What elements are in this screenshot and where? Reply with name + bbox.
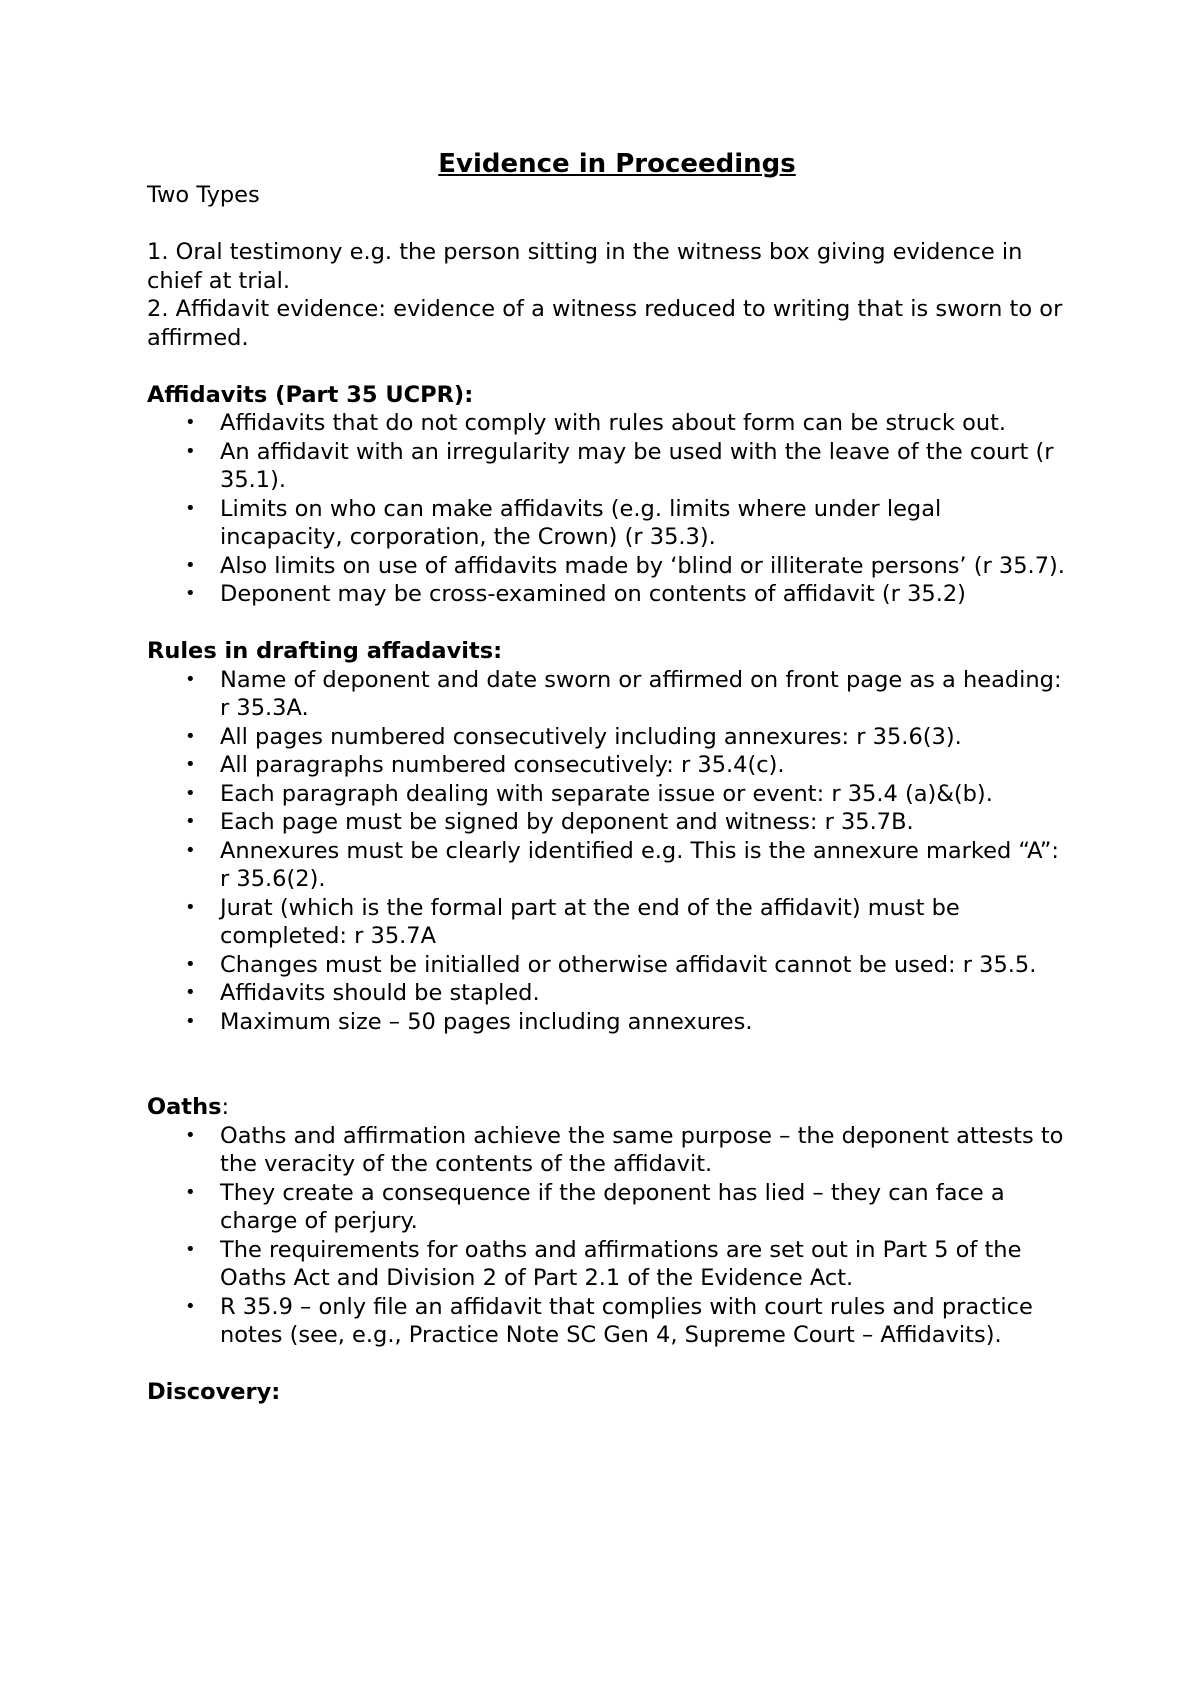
bullet-icon: • (185, 1238, 196, 1260)
bullet-icon: • (185, 1010, 196, 1032)
bullet-icon: • (185, 1124, 196, 1146)
bullet-icon: • (185, 953, 196, 975)
rules-list (147, 666, 1067, 1037)
list-item (147, 780, 1067, 809)
list-item-text: Each page must be signed by deponent and witness: r 35.7B. (220, 809, 914, 835)
list-item-text: The requirements for oaths and affirmations are set out in Part 5 of the Oaths Act and Division 2 of Part 2.1 of the Evidence Act. (220, 1236, 1022, 1291)
bullet-icon: • (185, 554, 196, 576)
spacer (147, 1350, 1067, 1379)
list-item-text: They create a consequence if the deponent has lied – they can face a charge of perjury. (220, 1179, 1005, 1234)
numbered-item: 1. Oral testimony e.g. the person sitting in the witness box giving evidence in chief at trial. (147, 239, 1023, 294)
list-item-text: All paragraphs numbered consecutively: r 35.4(c). (220, 752, 785, 778)
document-content (147, 147, 1067, 1407)
list-item (147, 438, 1067, 495)
bullet-icon: • (185, 668, 196, 690)
bullet-icon: • (185, 1295, 196, 1317)
oaths-heading-colon: : (221, 1094, 230, 1120)
list-item (147, 580, 1067, 609)
list-item (147, 723, 1067, 752)
bullet-icon: • (185, 811, 196, 832)
list-item (147, 552, 1067, 581)
bullet-icon: • (185, 1181, 196, 1203)
list-item (147, 751, 1067, 780)
bullet-icon: • (185, 782, 196, 804)
bullet-icon: • (185, 839, 196, 861)
list-item (147, 1122, 1067, 1179)
list-item (147, 979, 1067, 1008)
affidavits-heading: Affidavits (Part 35 UCPR): (147, 381, 474, 408)
numbered-item: 2. Affidavit evidence: evidence of a witness reduced to writing that is sworn to or affirmed. (147, 296, 1063, 351)
list-item-text: Oaths and affirmation achieve the same purpose – the deponent attests to the veracity of the contents of the affidavit. (220, 1122, 1064, 1177)
bullet-icon: • (185, 982, 196, 1003)
list-item (147, 1179, 1067, 1236)
list-item (147, 837, 1067, 894)
list-item-text: Changes must be initialled or otherwise affidavit cannot be used: r 35.5. (220, 951, 1037, 978)
page-title: Evidence in Proceedings (438, 149, 796, 179)
spacer (147, 210, 1067, 239)
oaths-list (147, 1122, 1067, 1350)
list-item-text: Affidavits should be stapled. (220, 980, 540, 1006)
list-item (147, 1293, 1067, 1350)
list-item-text: Limits on who can make affidavits (e.g. limits where under legal incapacity, corporation, the Crown) (r 35.3). (220, 495, 942, 550)
bullet-icon: • (185, 583, 196, 604)
rules-heading: Rules in drafting affadavits: (147, 638, 503, 664)
numbered-list (147, 238, 1067, 352)
bullet-icon: • (185, 497, 196, 519)
list-item-text: Deponent may be cross-examined on contents of affidavit (r 35.2) (220, 581, 966, 607)
bullet-icon: • (185, 725, 196, 747)
list-item-text: Maximum size – 50 pages including annexures. (220, 1008, 753, 1035)
list-item (147, 1008, 1067, 1037)
affidavits-list (147, 409, 1067, 609)
discovery-heading: Discovery: (147, 1379, 281, 1405)
list-item (147, 1236, 1067, 1293)
oaths-heading (147, 1093, 1067, 1122)
list-item-text: Also limits on use of affidavits made by ‘blind or illiterate persons’ (r 35.7). (220, 552, 1065, 579)
oaths-heading-text: Oaths (147, 1094, 222, 1120)
list-item-text: Jurat (which is the formal part at the end of the affidavit) must be completed: r 35.7A (220, 894, 960, 949)
bullet-icon: • (185, 896, 196, 918)
list-item-text: Affidavits that do not comply with rules about form can be struck out. (220, 410, 1007, 436)
list-item (147, 409, 1067, 438)
list-item-text: All pages numbered consecutively including annexures: r 35.6(3). (220, 723, 962, 750)
subtitle: Two Types (147, 182, 260, 208)
bullet-icon: • (185, 440, 196, 462)
list-item-text: R 35.9 – only file an affidavit that complies with court rules and practice notes (see, e.g., Practice Note SC Gen 4, Supreme Court – Affidavits). (220, 1293, 1033, 1348)
list-item (147, 495, 1067, 552)
list-item (147, 894, 1067, 951)
spacer (147, 352, 1067, 381)
list-item-text: Annexures must be clearly identified e.g. This is the annexure marked “A”: r 35.6(2). (220, 837, 1060, 892)
bullet-icon: • (185, 754, 196, 775)
list-item-text: An affidavit with an irregularity may be used with the leave of the court (r 35.1). (220, 438, 1054, 493)
spacer (147, 1036, 1067, 1093)
list-item (147, 951, 1067, 980)
list-item-text: Each paragraph dealing with separate issue or event: r 35.4 (a)&(b). (220, 780, 993, 807)
spacer (147, 609, 1067, 638)
list-item-text: Name of deponent and date sworn or affirmed on front page as a heading: r 35.3A. (220, 666, 1062, 721)
list-item (147, 808, 1067, 837)
list-item (147, 666, 1067, 723)
bullet-icon: • (185, 412, 196, 433)
